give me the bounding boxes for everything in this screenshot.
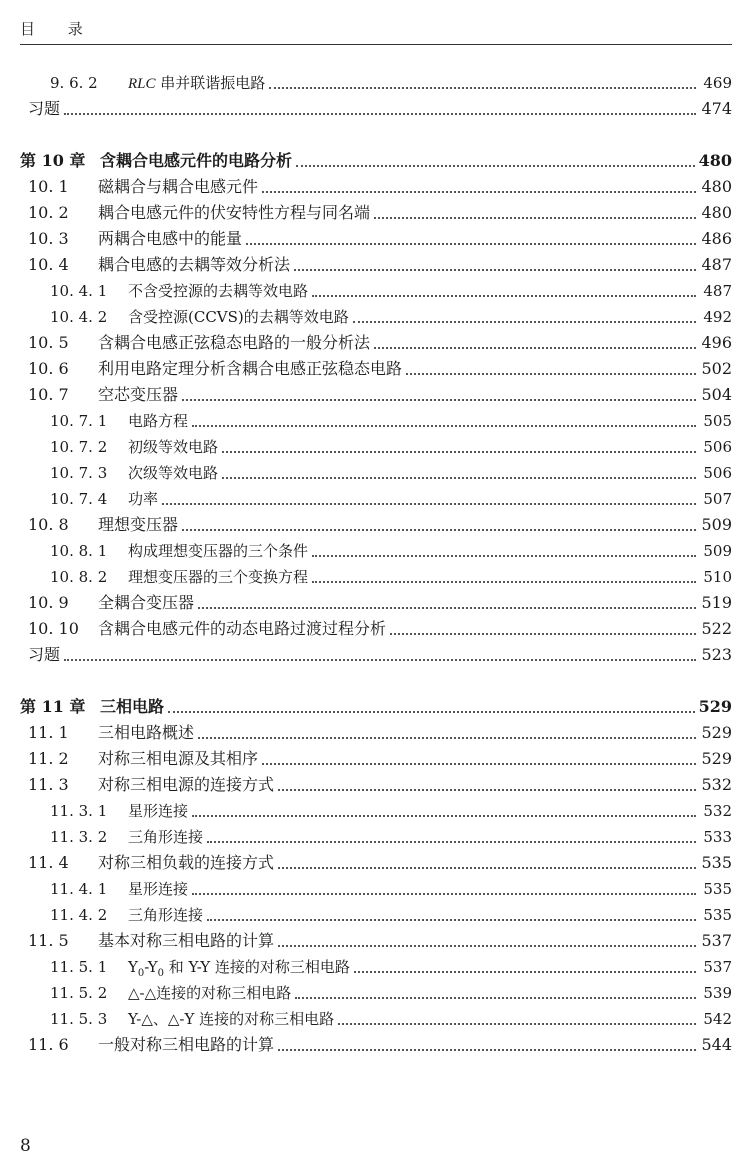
toc-entry-page: 502 bbox=[701, 359, 732, 378]
toc-chapter-entry[interactable] bbox=[20, 148, 732, 174]
toc-entry-number: 10. 2 bbox=[28, 203, 69, 222]
toc-entry-number: 11. 2 bbox=[28, 749, 69, 768]
toc-entry[interactable] bbox=[20, 720, 732, 746]
toc-entry-page: 504 bbox=[701, 385, 732, 404]
dot-leader bbox=[406, 372, 696, 375]
toc-entry-page: 474 bbox=[701, 99, 732, 118]
toc-entry-page: 535 bbox=[703, 906, 732, 924]
toc-entry-page: 480 bbox=[701, 177, 732, 196]
toc-entry-title: 星形连接 bbox=[128, 880, 189, 898]
dot-leader bbox=[353, 320, 696, 323]
toc-entry-title: Y-△、△-Y 连接的对称三相电路 bbox=[128, 1010, 335, 1028]
section-gap bbox=[20, 668, 732, 694]
toc-entry-page: 469 bbox=[703, 74, 732, 92]
toc-entry[interactable] bbox=[20, 746, 732, 772]
table-of-contents bbox=[20, 70, 732, 1058]
toc-entry-number: 第 11 章 bbox=[20, 697, 86, 716]
toc-entry-title: 耦合电感的去耦等效分析法 bbox=[98, 255, 291, 274]
dot-leader bbox=[278, 788, 696, 791]
dot-leader bbox=[162, 502, 696, 505]
toc-entry-page: 539 bbox=[703, 984, 732, 1002]
toc-entry-number: 11. 5. 1 bbox=[50, 958, 108, 976]
dot-leader bbox=[294, 268, 696, 271]
section-gap bbox=[20, 122, 732, 148]
toc-entry-number: 10. 3 bbox=[28, 229, 69, 248]
toc-entry[interactable] bbox=[20, 902, 732, 928]
toc-entry-page: 506 bbox=[703, 438, 732, 456]
toc-entry-number: 10. 7. 3 bbox=[50, 464, 108, 482]
toc-entry[interactable] bbox=[20, 200, 732, 226]
toc-entry-page: 522 bbox=[701, 619, 732, 638]
toc-entry-number: 11. 5. 2 bbox=[50, 984, 108, 1002]
toc-entry-number: 11. 5. 3 bbox=[50, 1010, 108, 1028]
toc-entry[interactable] bbox=[20, 642, 732, 668]
toc-entry-page: 506 bbox=[703, 464, 732, 482]
toc-entry-number: 11. 3. 1 bbox=[50, 802, 108, 820]
toc-entry-number: 10. 7. 2 bbox=[50, 438, 108, 456]
toc-entry-title: 含耦合电感元件的电路分析 bbox=[100, 151, 293, 170]
toc-entry-number: 10. 8 bbox=[28, 515, 69, 534]
toc-entry-page: 496 bbox=[701, 333, 732, 352]
dot-leader bbox=[64, 112, 696, 115]
toc-entry-number: 9. 6. 2 bbox=[50, 74, 98, 92]
toc-entry-title: 磁耦合与耦合电感元件 bbox=[98, 177, 259, 196]
toc-entry-number: 10. 9 bbox=[28, 593, 69, 612]
dot-leader bbox=[182, 528, 696, 531]
toc-entry-title: 两耦合电感中的能量 bbox=[98, 229, 243, 248]
page-number: 8 bbox=[20, 1136, 31, 1156]
toc-entry-number: 10. 7 bbox=[28, 385, 69, 404]
dot-leader bbox=[192, 892, 696, 895]
toc-entry-page: 523 bbox=[701, 645, 732, 664]
toc-entry-title: 次级等效电路 bbox=[128, 464, 219, 482]
toc-entry-title: RLC 串并联谐振电路 bbox=[128, 74, 266, 92]
toc-entry-title: 三角形连接 bbox=[128, 906, 204, 924]
toc-entry-number: 10. 1 bbox=[28, 177, 69, 196]
toc-entry-title: 含耦合电感正弦稳态电路的一般分析法 bbox=[98, 333, 371, 352]
dot-leader bbox=[269, 86, 696, 89]
toc-entry-title: 含受控源(CCVS)的去耦等效电路 bbox=[128, 308, 349, 326]
toc-entry[interactable] bbox=[20, 954, 732, 980]
toc-entry-title: 对称三相电源的连接方式 bbox=[98, 775, 275, 794]
toc-entry-page: 480 bbox=[698, 151, 732, 170]
dot-leader bbox=[312, 554, 696, 557]
toc-entry[interactable] bbox=[20, 408, 732, 434]
dot-leader bbox=[374, 346, 696, 349]
dot-leader bbox=[192, 424, 696, 427]
toc-entry-title: 空芯变压器 bbox=[98, 385, 179, 404]
toc-entry-title: 一般对称三相电路的计算 bbox=[98, 1035, 275, 1054]
toc-entry[interactable] bbox=[20, 876, 732, 902]
dot-leader bbox=[198, 736, 696, 739]
dot-leader bbox=[222, 450, 696, 453]
toc-entry[interactable] bbox=[20, 330, 732, 356]
toc-entry-number: 11. 6 bbox=[28, 1035, 69, 1054]
toc-entry[interactable] bbox=[20, 512, 732, 538]
toc-entry[interactable] bbox=[20, 850, 732, 876]
dot-leader bbox=[207, 918, 696, 921]
toc-entry-page: 542 bbox=[703, 1010, 732, 1028]
dot-leader bbox=[168, 710, 695, 713]
toc-entry[interactable] bbox=[20, 252, 732, 278]
toc-entry-title: 对称三相电源及其相序 bbox=[98, 749, 259, 768]
toc-entry-title: 含耦合电感元件的动态电路过渡过程分析 bbox=[98, 619, 387, 638]
toc-entry-number: 11. 3. 2 bbox=[50, 828, 108, 846]
toc-entry-title: 三相电路 bbox=[100, 697, 165, 716]
dot-leader bbox=[207, 840, 696, 843]
toc-entry-page: 519 bbox=[701, 593, 732, 612]
toc-entry[interactable] bbox=[20, 96, 732, 122]
dot-leader bbox=[390, 632, 696, 635]
dot-leader bbox=[198, 606, 696, 609]
toc-entry[interactable] bbox=[20, 772, 732, 798]
toc-entry-page: 529 bbox=[701, 723, 732, 742]
running-header: 目 录 bbox=[20, 20, 97, 38]
toc-entry[interactable] bbox=[20, 980, 732, 1006]
toc-entry-page: 544 bbox=[701, 1035, 732, 1054]
toc-entry-title: 全耦合变压器 bbox=[98, 593, 195, 612]
dot-leader bbox=[374, 216, 696, 219]
dot-leader bbox=[262, 762, 696, 765]
toc-entry[interactable] bbox=[20, 304, 732, 330]
toc-entry-title: 习题 bbox=[28, 645, 61, 664]
toc-entry-number: 10. 5 bbox=[28, 333, 69, 352]
toc-entry-page: 505 bbox=[703, 412, 732, 430]
toc-entry-page: 486 bbox=[701, 229, 732, 248]
toc-entry-page: 537 bbox=[703, 958, 732, 976]
toc-entry-title: 三相电路概述 bbox=[98, 723, 195, 742]
toc-entry-title: 三角形连接 bbox=[128, 828, 204, 846]
dot-leader bbox=[64, 658, 696, 661]
toc-entry[interactable] bbox=[20, 616, 732, 642]
dot-leader bbox=[312, 294, 696, 297]
toc-entry-number: 10. 10 bbox=[28, 619, 79, 638]
header-rule bbox=[20, 44, 732, 45]
toc-entry-title: 理想变压器 bbox=[98, 515, 179, 534]
toc-entry-page: 533 bbox=[703, 828, 732, 846]
toc-entry-number: 10. 8. 2 bbox=[50, 568, 108, 586]
toc-entry-page: 487 bbox=[703, 282, 732, 300]
toc-entry-number: 10. 8. 1 bbox=[50, 542, 108, 560]
dot-leader bbox=[262, 190, 696, 193]
toc-entry[interactable] bbox=[20, 564, 732, 590]
toc-entry-number: 10. 7. 4 bbox=[50, 490, 108, 508]
toc-entry-page: 509 bbox=[703, 542, 732, 560]
toc-entry-title: 不含受控源的去耦等效电路 bbox=[128, 282, 309, 300]
toc-entry-number: 10. 4. 2 bbox=[50, 308, 108, 326]
toc-entry[interactable] bbox=[20, 590, 732, 616]
toc-entry-number: 11. 5 bbox=[28, 931, 69, 950]
toc-entry-title: 功率 bbox=[128, 490, 159, 508]
dot-leader bbox=[246, 242, 696, 245]
dot-leader bbox=[354, 970, 696, 973]
dot-leader bbox=[296, 164, 695, 167]
toc-entry-page: 529 bbox=[698, 697, 732, 716]
toc-entry-title: 电路方程 bbox=[128, 412, 189, 430]
toc-entry-title: 基本对称三相电路的计算 bbox=[98, 931, 275, 950]
toc-entry-number: 10. 6 bbox=[28, 359, 69, 378]
toc-entry-number: 10. 4 bbox=[28, 255, 69, 274]
toc-entry-page: 509 bbox=[701, 515, 732, 534]
toc-entry-title: 利用电路定理分析含耦合电感正弦稳态电路 bbox=[98, 359, 403, 378]
toc-entry-number: 第 10 章 bbox=[20, 151, 86, 170]
toc-entry-title: 星形连接 bbox=[128, 802, 189, 820]
toc-entry-page: 532 bbox=[701, 775, 732, 794]
dot-leader bbox=[312, 580, 696, 583]
toc-entry[interactable] bbox=[20, 798, 732, 824]
toc-entry-number: 10. 7. 1 bbox=[50, 412, 108, 430]
dot-leader bbox=[222, 476, 696, 479]
toc-entry[interactable] bbox=[20, 434, 732, 460]
toc-entry-page: 507 bbox=[703, 490, 732, 508]
toc-entry-title: 耦合电感元件的伏安特性方程与同名端 bbox=[98, 203, 371, 222]
toc-entry-title: 构成理想变压器的三个条件 bbox=[128, 542, 309, 560]
toc-entry-number: 11. 4. 2 bbox=[50, 906, 108, 924]
dot-leader bbox=[278, 866, 696, 869]
toc-entry-title: △-△连接的对称三相电路 bbox=[128, 984, 292, 1002]
toc-entry-title: 习题 bbox=[28, 99, 61, 118]
toc-entry-number: 10. 4. 1 bbox=[50, 282, 108, 300]
toc-entry[interactable] bbox=[20, 382, 732, 408]
toc-entry-number: 11. 1 bbox=[28, 723, 69, 742]
dot-leader bbox=[192, 814, 696, 817]
toc-entry-title: 理想变压器的三个变换方程 bbox=[128, 568, 309, 586]
toc-entry[interactable] bbox=[20, 928, 732, 954]
toc-entry[interactable] bbox=[20, 174, 732, 200]
toc-chapter-entry[interactable] bbox=[20, 694, 732, 720]
toc-entry-page: 487 bbox=[701, 255, 732, 274]
toc-entry[interactable] bbox=[20, 226, 732, 252]
toc-entry[interactable] bbox=[20, 486, 732, 512]
toc-entry-number: 11. 3 bbox=[28, 775, 69, 794]
toc-entry[interactable] bbox=[20, 460, 732, 486]
dot-leader bbox=[338, 1022, 696, 1025]
dot-leader bbox=[278, 1048, 696, 1051]
toc-entry-page: 535 bbox=[703, 880, 732, 898]
toc-entry-page: 510 bbox=[703, 568, 732, 586]
toc-entry-page: 535 bbox=[701, 853, 732, 872]
toc-entry[interactable] bbox=[20, 538, 732, 564]
toc-entry[interactable] bbox=[20, 70, 732, 96]
toc-entry-page: 532 bbox=[703, 802, 732, 820]
toc-entry-title: $Y_0-Y_0$ 和 Y-Y 连接的对称三相电路 bbox=[128, 958, 350, 979]
toc-entry[interactable] bbox=[20, 1006, 732, 1032]
toc-entry-page: 480 bbox=[701, 203, 732, 222]
toc-entry-number: 11. 4. 1 bbox=[50, 880, 108, 898]
dot-leader bbox=[182, 398, 696, 401]
toc-entry-page: 492 bbox=[703, 308, 732, 326]
toc-entry[interactable] bbox=[20, 824, 732, 850]
toc-entry[interactable] bbox=[20, 1032, 732, 1058]
toc-entry-page: 529 bbox=[701, 749, 732, 768]
dot-leader bbox=[295, 996, 696, 999]
toc-entry-title: 初级等效电路 bbox=[128, 438, 219, 456]
toc-entry-page: 537 bbox=[701, 931, 732, 950]
toc-entry[interactable] bbox=[20, 278, 732, 304]
toc-entry-number: 11. 4 bbox=[28, 853, 69, 872]
toc-entry[interactable] bbox=[20, 356, 732, 382]
dot-leader bbox=[278, 944, 696, 947]
toc-entry-title: 对称三相负载的连接方式 bbox=[98, 853, 275, 872]
